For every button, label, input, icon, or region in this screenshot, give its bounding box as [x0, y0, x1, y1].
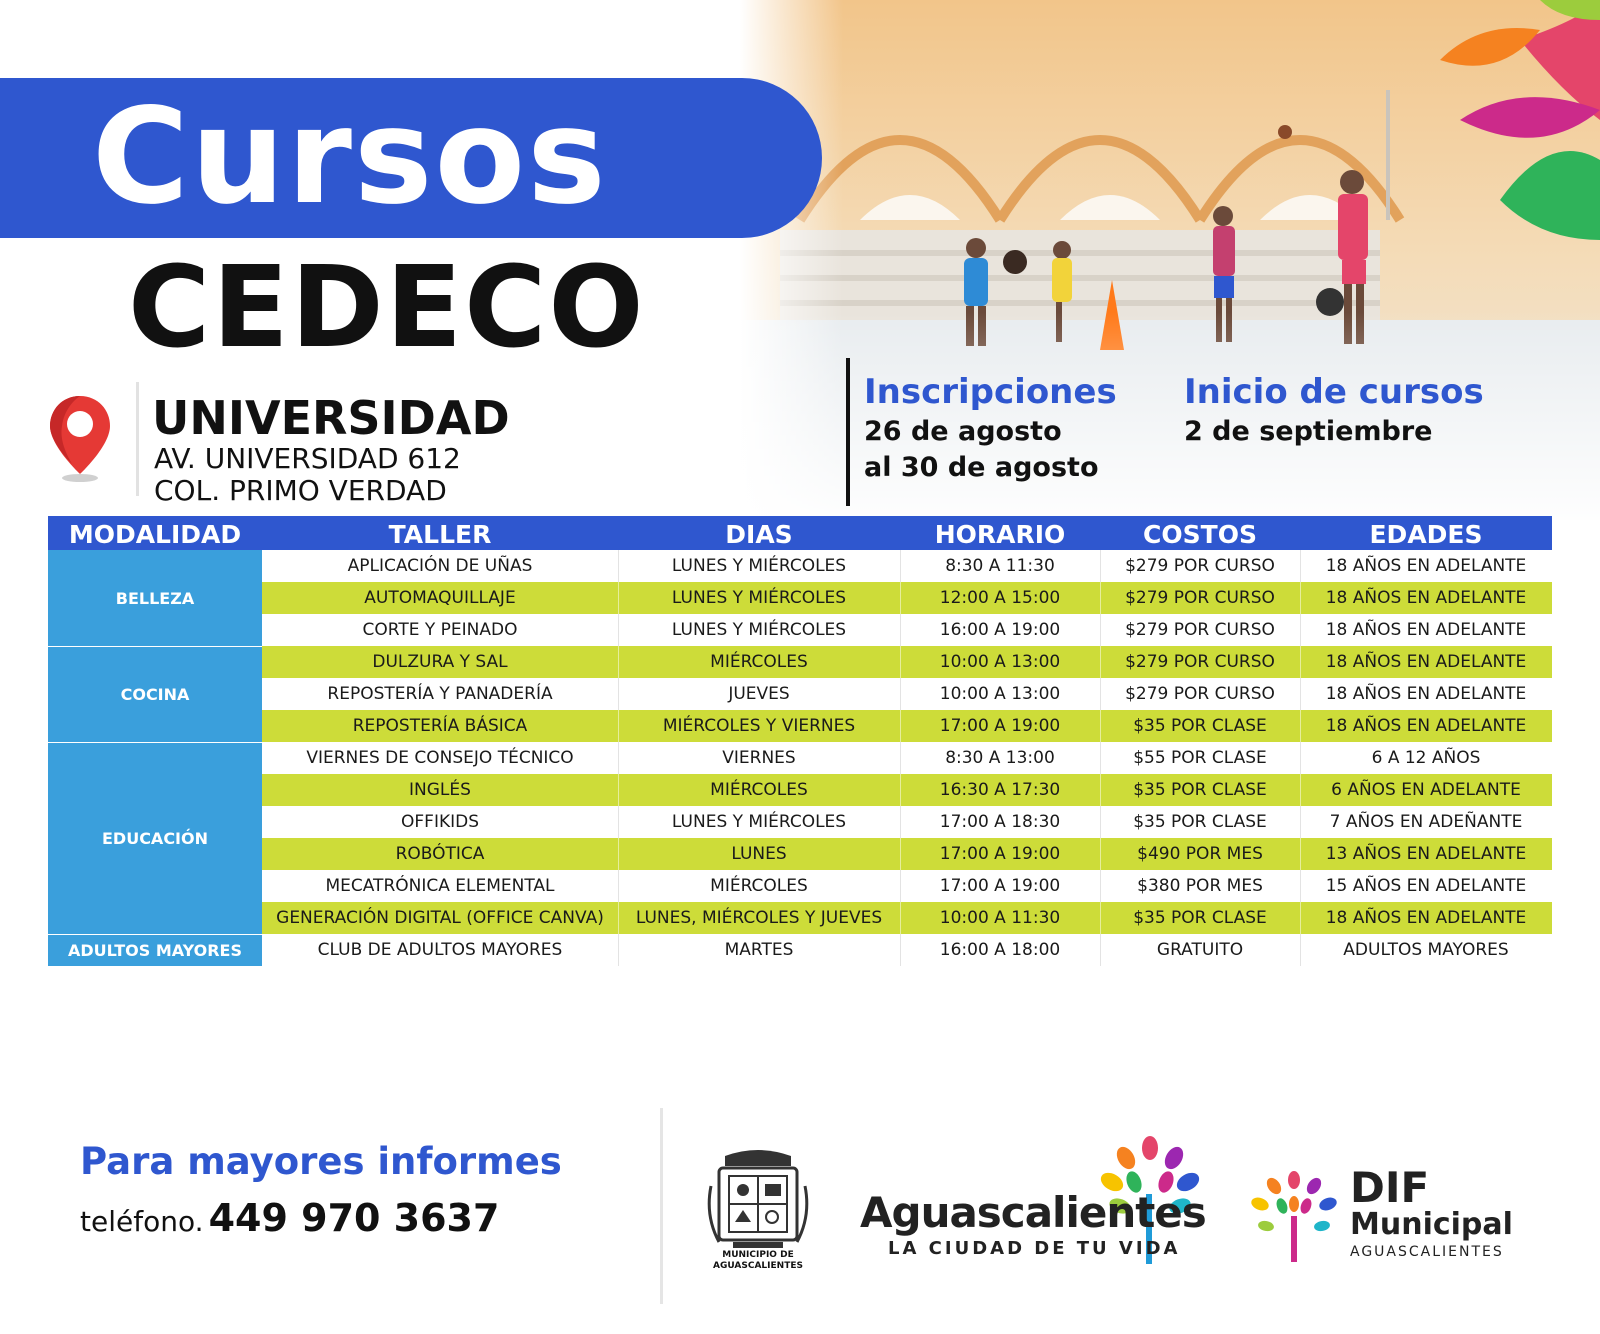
- table-header: [48, 516, 1552, 550]
- table-row: [262, 550, 1552, 582]
- column-separator: [1300, 934, 1301, 966]
- modality-cell: BELLEZA: [48, 550, 262, 646]
- cell-costos: $35 POR CLASE: [1133, 716, 1267, 736]
- column-separator: [1100, 806, 1101, 838]
- cell-dias: MIÉRCOLES: [710, 876, 808, 896]
- phone-label: teléfono.: [80, 1205, 204, 1238]
- modality-cell: EDUCACIÓN: [48, 742, 262, 934]
- cell-taller: APLICACIÓN DE UÑAS: [347, 556, 533, 576]
- column-separator: [618, 742, 619, 774]
- cell-horario: 16:00 A 19:00: [939, 620, 1061, 640]
- cell-edades: 15 AÑOS EN ADELANTE: [1325, 876, 1527, 896]
- column-separator: [1100, 646, 1101, 678]
- cell-dias: LUNES, MIÉRCOLES Y JUEVES: [635, 908, 883, 928]
- column-separator: [1100, 582, 1101, 614]
- column-separator: [618, 614, 619, 646]
- table-row: [262, 710, 1552, 742]
- cell-edades: 18 AÑOS EN ADELANTE: [1325, 684, 1527, 704]
- dif-logo-icon: [1246, 1170, 1342, 1262]
- cell-costos: $380 POR MES: [1137, 876, 1263, 896]
- modality-separator: [48, 742, 262, 743]
- column-separator: [1300, 646, 1301, 678]
- city-brand-name: Aguascalientes: [860, 1188, 1206, 1237]
- city-slogan: LA CIUDAD DE TU VIDA: [888, 1238, 1181, 1259]
- column-separator: [1300, 550, 1301, 582]
- cell-dias: MARTES: [724, 940, 794, 960]
- cell-costos: $35 POR CLASE: [1133, 812, 1267, 832]
- column-separator: [1100, 838, 1101, 870]
- cell-horario: 10:00 A 13:00: [939, 684, 1061, 704]
- column-separator: [618, 646, 619, 678]
- dif-name: DIF: [1350, 1163, 1430, 1212]
- column-separator: [1300, 902, 1301, 934]
- cell-edades: 6 A 12 AÑOS: [1371, 748, 1481, 768]
- column-separator: [618, 582, 619, 614]
- cell-horario: 8:30 A 11:30: [945, 556, 1055, 576]
- column-separator: [618, 774, 619, 806]
- cell-taller: GENERACIÓN DIGITAL (OFFICE CANVA): [276, 908, 604, 928]
- column-separator: [900, 614, 901, 646]
- column-separator: [900, 870, 901, 902]
- cell-horario: 17:00 A 19:00: [939, 716, 1061, 736]
- column-separator: [1100, 614, 1101, 646]
- column-separator: [1300, 614, 1301, 646]
- cell-taller: CLUB DE ADULTOS MAYORES: [317, 940, 563, 960]
- column-separator: [900, 806, 901, 838]
- cell-taller: ROBÓTICA: [395, 844, 485, 864]
- start-date: 2 de septiembre: [1184, 416, 1433, 447]
- header-costos: COSTOS: [1143, 520, 1257, 549]
- cell-taller: CORTE Y PEINADO: [362, 620, 518, 640]
- cell-costos: $279 POR CURSO: [1125, 684, 1275, 704]
- column-separator: [900, 646, 901, 678]
- phone-line: [80, 1196, 499, 1240]
- modality-separator: [48, 934, 262, 935]
- column-separator: [618, 550, 619, 582]
- cell-edades: 18 AÑOS EN ADELANTE: [1325, 908, 1527, 928]
- column-separator: [618, 870, 619, 902]
- cell-taller: AUTOMAQUILLAJE: [364, 588, 516, 608]
- cell-dias: MIÉRCOLES: [710, 780, 808, 800]
- cell-taller: REPOSTERÍA BÁSICA: [352, 716, 528, 736]
- column-separator: [1300, 582, 1301, 614]
- column-separator: [618, 806, 619, 838]
- table-row: [262, 582, 1552, 614]
- column-separator: [618, 838, 619, 870]
- cell-horario: 8:30 A 13:00: [945, 748, 1055, 768]
- column-separator: [1300, 870, 1301, 902]
- location-divider: [136, 382, 139, 496]
- column-separator: [1300, 710, 1301, 742]
- location-neighborhood: COL. PRIMO VERDAD: [154, 474, 447, 507]
- cell-horario: 17:00 A 18:30: [939, 812, 1061, 832]
- cell-horario: 17:00 A 19:00: [939, 844, 1061, 864]
- table-row: [262, 678, 1552, 710]
- column-separator: [900, 934, 901, 966]
- table-row: [262, 742, 1552, 774]
- cell-horario: 17:00 A 19:00: [939, 876, 1061, 896]
- column-separator: [618, 934, 619, 966]
- cell-taller: REPOSTERÍA Y PANADERÍA: [327, 684, 553, 704]
- column-separator: [618, 678, 619, 710]
- location-name: UNIVERSIDAD: [152, 391, 510, 445]
- modality-cell: COCINA: [48, 646, 262, 742]
- cell-dias: VIERNES: [722, 748, 796, 768]
- cell-costos: $279 POR CURSO: [1125, 588, 1275, 608]
- table-row: [262, 870, 1552, 902]
- table-row: [262, 774, 1552, 806]
- location-address: AV. UNIVERSIDAD 612: [154, 442, 461, 475]
- column-separator: [1300, 774, 1301, 806]
- column-separator: [1100, 742, 1101, 774]
- column-separator: [1300, 838, 1301, 870]
- cell-taller: INGLÉS: [409, 780, 471, 800]
- cell-horario: 16:00 A 18:00: [939, 940, 1061, 960]
- table-row: [262, 806, 1552, 838]
- cell-costos: $279 POR CURSO: [1125, 652, 1275, 672]
- registration-date-end: al 30 de agosto: [864, 452, 1099, 483]
- cell-edades: 6 AÑOS EN ADELANTE: [1331, 780, 1521, 800]
- registration-date-start: 26 de agosto: [864, 416, 1062, 447]
- table-row: [262, 934, 1552, 966]
- table-row: [262, 838, 1552, 870]
- header-edades: EDADES: [1369, 520, 1483, 549]
- cell-dias: LUNES Y MIÉRCOLES: [671, 812, 847, 832]
- cell-edades: 18 AÑOS EN ADELANTE: [1325, 716, 1527, 736]
- column-separator: [900, 678, 901, 710]
- start-label: Inicio de cursos: [1184, 372, 1484, 412]
- cell-edades: 18 AÑOS EN ADELANTE: [1325, 556, 1527, 576]
- column-separator: [1100, 550, 1101, 582]
- header-taller: TALLER: [388, 520, 492, 549]
- dates-divider: [846, 358, 850, 506]
- header-dias: DIAS: [725, 520, 793, 549]
- cell-edades: ADULTOS MAYORES: [1343, 940, 1509, 960]
- table-row: [262, 646, 1552, 678]
- column-separator: [900, 774, 901, 806]
- cell-edades: 18 AÑOS EN ADELANTE: [1325, 588, 1527, 608]
- cell-dias: MIÉRCOLES Y VIERNES: [662, 716, 856, 736]
- column-separator: [1100, 870, 1101, 902]
- dif-subtitle: Municipal: [1350, 1207, 1513, 1242]
- cell-dias: JUEVES: [728, 684, 790, 704]
- phone-number[interactable]: 449 970 3637: [208, 1196, 500, 1240]
- dif-city: AGUASCALIENTES: [1350, 1244, 1504, 1260]
- modality-cell: ADULTOS MAYORES: [48, 934, 262, 966]
- cell-dias: LUNES Y MIÉRCOLES: [671, 620, 847, 640]
- cell-horario: 10:00 A 11:30: [939, 908, 1061, 928]
- column-separator: [1100, 934, 1101, 966]
- column-separator: [1100, 774, 1101, 806]
- table-row: [262, 902, 1552, 934]
- column-separator: [900, 838, 901, 870]
- cell-edades: 18 AÑOS EN ADELANTE: [1325, 620, 1527, 640]
- column-separator: [1100, 902, 1101, 934]
- cell-costos: $279 POR CURSO: [1125, 556, 1275, 576]
- cell-horario: 10:00 A 13:00: [939, 652, 1061, 672]
- column-separator: [1100, 678, 1101, 710]
- cell-horario: 16:30 A 17:30: [939, 780, 1061, 800]
- column-separator: [900, 742, 901, 774]
- cell-taller: MECATRÓNICA ELEMENTAL: [325, 876, 555, 896]
- municipality-label-2: AGUASCALIENTES: [713, 1261, 803, 1271]
- cell-dias: LUNES Y MIÉRCOLES: [671, 588, 847, 608]
- page-subtitle: CEDECO: [128, 243, 646, 373]
- cell-edades: 13 AÑOS EN ADELANTE: [1325, 844, 1527, 864]
- cell-costos: $55 POR CLASE: [1133, 748, 1267, 768]
- cell-taller: DULZURA Y SAL: [372, 652, 508, 672]
- column-separator: [1300, 742, 1301, 774]
- cell-dias: MIÉRCOLES: [710, 652, 808, 672]
- cell-taller: VIERNES DE CONSEJO TÉCNICO: [306, 748, 574, 768]
- column-separator: [900, 550, 901, 582]
- cell-dias: LUNES Y MIÉRCOLES: [671, 556, 847, 576]
- header-horario: HORARIO: [934, 520, 1066, 549]
- cell-dias: LUNES: [731, 844, 787, 864]
- column-separator: [1300, 806, 1301, 838]
- cell-taller: OFFIKIDS: [401, 812, 479, 832]
- modality-separator: [48, 646, 262, 647]
- footer-divider: [660, 1108, 663, 1304]
- column-separator: [1300, 678, 1301, 710]
- cell-costos: $35 POR CLASE: [1133, 908, 1267, 928]
- column-separator: [1100, 710, 1101, 742]
- column-separator: [900, 710, 901, 742]
- page-title: Cursos: [92, 80, 608, 234]
- column-separator: [900, 902, 901, 934]
- cell-horario: 12:00 A 15:00: [939, 588, 1061, 608]
- cell-costos: $35 POR CLASE: [1133, 780, 1267, 800]
- column-separator: [618, 710, 619, 742]
- cell-edades: 7 AÑOS EN ADEÑANTE: [1329, 812, 1523, 832]
- cell-costos: $490 POR MES: [1137, 844, 1263, 864]
- cell-costos: $279 POR CURSO: [1125, 620, 1275, 640]
- column-separator: [618, 902, 619, 934]
- registration-label: Inscripciones: [864, 372, 1117, 412]
- cell-costos: GRATUITO: [1156, 940, 1244, 960]
- info-title: Para mayores informes: [80, 1140, 562, 1183]
- map-pin-icon: [44, 392, 116, 484]
- cell-edades: 18 AÑOS EN ADELANTE: [1325, 652, 1527, 672]
- header-modalidad: MODALIDAD: [68, 520, 242, 549]
- column-separator: [900, 582, 901, 614]
- table-row: [262, 614, 1552, 646]
- municipality-label-1: MUNICIPIO DE: [722, 1250, 794, 1260]
